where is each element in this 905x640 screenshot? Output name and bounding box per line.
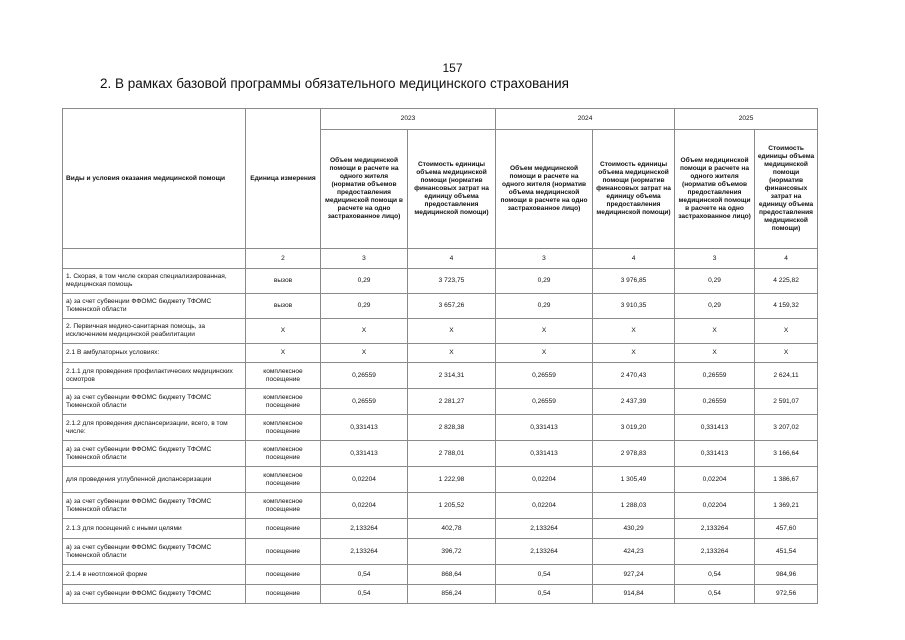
row-volume-value: 0,331413 <box>675 415 755 441</box>
row-cost-value: 2 281,27 <box>408 389 496 415</box>
row-unit: посещение <box>246 519 321 539</box>
table-body <box>63 109 818 604</box>
row-name: а) за счет субвенции ФФОМС бюджету ТФОМС <box>63 585 246 604</box>
row-name: а) за счет субвенции ФФОМС бюджету ТФОМС Тюменской области <box>63 441 246 467</box>
row-unit: X <box>246 344 321 363</box>
row-volume-value: 2,133264 <box>496 519 593 539</box>
row-cost-value: 1 386,67 <box>755 467 818 493</box>
row-name: 2.1.1 для проведения профилактических медицинских осмотров <box>63 363 246 389</box>
row-volume-value: X <box>675 344 755 363</box>
row-volume-value: 0,29 <box>675 269 755 294</box>
document-heading: 2. В рамках базовой программы обязательного медицинского страхования <box>100 76 569 91</box>
table-row <box>63 565 818 585</box>
table-row <box>63 585 818 604</box>
row-unit: посещение <box>246 565 321 585</box>
row-cost-value: 927,24 <box>593 565 675 585</box>
row-volume-value: 0,331413 <box>496 441 593 467</box>
row-volume-value: X <box>496 319 593 344</box>
table-row <box>63 319 818 344</box>
row-unit: посещение <box>246 585 321 604</box>
table-row <box>63 344 818 363</box>
row-volume-value: X <box>496 344 593 363</box>
row-cost-value: 4 159,32 <box>755 294 818 319</box>
row-volume-value: 0,29 <box>321 269 408 294</box>
row-cost-value: 1 222,98 <box>408 467 496 493</box>
row-cost-value: 2 437,39 <box>593 389 675 415</box>
row-cost-value: 4 225,82 <box>755 269 818 294</box>
row-volume-value: 0,54 <box>496 585 593 604</box>
header-year-2024: 2024 <box>496 109 675 130</box>
row-name: 2.1.4 в неотложной форме <box>63 565 246 585</box>
row-cost-value: 3 019,20 <box>593 415 675 441</box>
header-year-2025: 2025 <box>675 109 818 130</box>
row-cost-value: 1 305,49 <box>593 467 675 493</box>
header-cost-2023: Стоимость единицы объема медицинской помощи (норматив финансовых затрат на единицу объема предоставления медицинской помощи) <box>408 130 496 249</box>
row-volume-value: 0,331413 <box>321 415 408 441</box>
row-volume-value: 0,02204 <box>675 493 755 519</box>
table-row <box>63 441 818 467</box>
row-unit: комплексное посещение <box>246 389 321 415</box>
header-type: Виды и условия оказания медицинской помощи <box>63 109 246 249</box>
header-cost-2024: Стоимость единицы объема медицинской помощи (норматив финансовых затрат на единицу объема предоставления медицинской помощи) <box>593 130 675 249</box>
row-volume-value: X <box>321 319 408 344</box>
table-row <box>63 519 818 539</box>
column-number: 4 <box>408 249 496 269</box>
row-cost-value: X <box>593 319 675 344</box>
row-volume-value: 0,02204 <box>321 493 408 519</box>
row-name: а) за счет субвенции ФФОМС бюджету ТФОМС Тюменской области <box>63 493 246 519</box>
row-volume-value: 0,26559 <box>496 389 593 415</box>
row-volume-value: 2,133264 <box>496 539 593 565</box>
table-row <box>63 363 818 389</box>
row-cost-value: X <box>408 344 496 363</box>
row-cost-value: 1 205,52 <box>408 493 496 519</box>
row-volume-value: 0,29 <box>496 294 593 319</box>
row-cost-value: 3 207,02 <box>755 415 818 441</box>
row-cost-value: 3 166,64 <box>755 441 818 467</box>
row-name: 1. Скорая, в том числе скорая специализированная, медицинская помощь <box>63 269 246 294</box>
row-cost-value: 1 369,21 <box>755 493 818 519</box>
row-volume-value: X <box>321 344 408 363</box>
row-unit: комплексное посещение <box>246 467 321 493</box>
row-name: 2. Первичная медико-санитарная помощь, за исключением медицинской реабилитации <box>63 319 246 344</box>
header-year-2023: 2023 <box>321 109 496 130</box>
table-row <box>63 269 818 294</box>
row-volume-value: 2,133264 <box>321 519 408 539</box>
row-unit: комплексное посещение <box>246 493 321 519</box>
row-cost-value: 984,96 <box>755 565 818 585</box>
header-volume-2024: Объем медицинской помощи в расчете на одного жителя (норматив объема медицинской помощи в расчете на одно застрахованное лицо) <box>496 130 593 249</box>
column-number: 2 <box>246 249 321 269</box>
row-volume-value: X <box>675 319 755 344</box>
row-volume-value: 0,02204 <box>321 467 408 493</box>
row-name: 2.1 В амбулаторных условиях: <box>63 344 246 363</box>
row-unit: посещение <box>246 539 321 565</box>
row-volume-value: 0,26559 <box>321 363 408 389</box>
header-volume-2025: Объем медицинской помощи в расчете на одного жителя (норматив объемов предоставления медицинской помощи в расчете на одно застрахованное лицо) <box>675 130 755 249</box>
row-volume-value: 0,26559 <box>675 363 755 389</box>
table-row <box>63 493 818 519</box>
row-volume-value: 0,331413 <box>321 441 408 467</box>
row-cost-value: 914,84 <box>593 585 675 604</box>
row-volume-value: 0,29 <box>321 294 408 319</box>
row-volume-value: 0,26559 <box>675 389 755 415</box>
row-cost-value: 868,64 <box>408 565 496 585</box>
row-volume-value: 0,26559 <box>321 389 408 415</box>
row-cost-value: 972,56 <box>755 585 818 604</box>
row-cost-value: 2 314,31 <box>408 363 496 389</box>
table-row <box>63 539 818 565</box>
table-row <box>63 389 818 415</box>
table-row <box>63 294 818 319</box>
row-volume-value: 0,29 <box>496 269 593 294</box>
header-cost-2025: Стоимость единицы объема медицинской помощи (норматив финансовых затрат на единицу объема предоставления медицинской помощи) <box>755 130 818 249</box>
row-volume-value: 0,26559 <box>496 363 593 389</box>
row-volume-value: 2,133264 <box>321 539 408 565</box>
row-cost-value: 457,60 <box>755 519 818 539</box>
row-cost-value: 2 788,01 <box>408 441 496 467</box>
row-unit: вызов <box>246 269 321 294</box>
row-name: 2.1.2 для проведения диспансеризации, всего, в том числе: <box>63 415 246 441</box>
row-name: 2.1.3 для посещений с иными целями <box>63 519 246 539</box>
column-number: 4 <box>755 249 818 269</box>
table-row <box>63 467 818 493</box>
row-cost-value: 2 978,83 <box>593 441 675 467</box>
header-row-numbers <box>63 249 818 269</box>
row-volume-value: 0,331413 <box>496 415 593 441</box>
row-name: а) за счет субвенции ФФОМС бюджету ТФОМС Тюменской области <box>63 539 246 565</box>
row-name: для проведения углубленной диспансеризации <box>63 467 246 493</box>
header-row-years <box>63 109 818 130</box>
row-volume-value: 0,54 <box>675 585 755 604</box>
header-unit: Единица измерения <box>246 109 321 249</box>
row-cost-value: 430,29 <box>593 519 675 539</box>
row-cost-value: 3 723,75 <box>408 269 496 294</box>
table-row <box>63 415 818 441</box>
row-cost-value: 2 591,07 <box>755 389 818 415</box>
row-volume-value: 2,133264 <box>675 539 755 565</box>
row-unit: X <box>246 319 321 344</box>
row-cost-value: 1 288,03 <box>593 493 675 519</box>
row-cost-value: X <box>755 319 818 344</box>
row-cost-value: X <box>408 319 496 344</box>
row-cost-value: X <box>755 344 818 363</box>
row-volume-value: 2,133264 <box>675 519 755 539</box>
row-cost-value: 451,54 <box>755 539 818 565</box>
row-cost-value: 2 470,43 <box>593 363 675 389</box>
row-cost-value: X <box>593 344 675 363</box>
row-cost-value: 856,24 <box>408 585 496 604</box>
norms-table <box>62 108 818 604</box>
row-volume-value: 0,54 <box>321 565 408 585</box>
row-unit: комплексное посещение <box>246 363 321 389</box>
row-name: а) за счет субвенции ФФОМС бюджету ТФОМС Тюменской области <box>63 294 246 319</box>
row-cost-value: 402,78 <box>408 519 496 539</box>
row-name: а) за счет субвенции ФФОМС бюджету ТФОМС Тюменской области <box>63 389 246 415</box>
row-volume-value: 0,29 <box>675 294 755 319</box>
row-volume-value: 0,54 <box>496 565 593 585</box>
row-unit: комплексное посещение <box>246 415 321 441</box>
header-volume-2023: Объем медицинской помощи в расчете на одного жителя (норматив объемов предоставления медицинской помощи в расчете на одно застрахованное лицо) <box>321 130 408 249</box>
row-cost-value: 2 828,38 <box>408 415 496 441</box>
page-number: 157 <box>442 61 463 75</box>
column-number: 3 <box>496 249 593 269</box>
column-number: 4 <box>593 249 675 269</box>
row-unit: вызов <box>246 294 321 319</box>
row-volume-value: 0,02204 <box>496 493 593 519</box>
row-cost-value: 424,23 <box>593 539 675 565</box>
column-number: 3 <box>321 249 408 269</box>
row-cost-value: 3 657,26 <box>408 294 496 319</box>
row-cost-value: 3 976,85 <box>593 269 675 294</box>
row-cost-value: 396,72 <box>408 539 496 565</box>
row-volume-value: 0,54 <box>321 585 408 604</box>
row-volume-value: 0,02204 <box>675 467 755 493</box>
row-volume-value: 0,54 <box>675 565 755 585</box>
row-cost-value: 2 624,11 <box>755 363 818 389</box>
row-volume-value: 0,331413 <box>675 441 755 467</box>
row-unit: комплексное посещение <box>246 441 321 467</box>
column-number-empty <box>63 249 246 269</box>
column-number: 3 <box>675 249 755 269</box>
row-cost-value: 3 910,35 <box>593 294 675 319</box>
row-volume-value: 0,02204 <box>496 467 593 493</box>
